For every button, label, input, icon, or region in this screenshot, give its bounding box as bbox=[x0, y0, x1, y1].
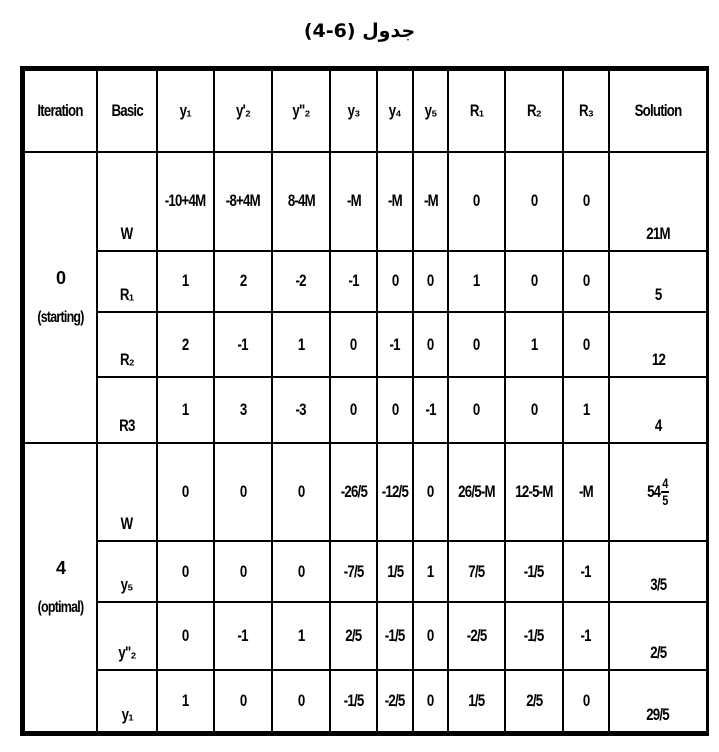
header-y1: y₁ bbox=[157, 70, 214, 152]
table-cell: -M bbox=[377, 152, 413, 251]
table-cell: -1 bbox=[377, 312, 413, 377]
simplex-table bbox=[23, 69, 708, 733]
solution-cell: 4 bbox=[609, 377, 707, 442]
table-cell: 7/5 bbox=[448, 541, 505, 602]
table-cell: -1/5 bbox=[505, 541, 563, 602]
header-basic: Basic bbox=[97, 70, 157, 152]
table-cell: -1 bbox=[563, 602, 609, 669]
table-cell: 2 bbox=[157, 312, 214, 377]
table-cell: -M bbox=[330, 152, 377, 251]
basic-cell: W bbox=[97, 443, 157, 541]
table-cell: 1 bbox=[157, 670, 214, 732]
table-cell: -1 bbox=[330, 251, 377, 312]
solution-cell: 21M bbox=[609, 152, 707, 251]
table-cell: 1 bbox=[413, 541, 448, 602]
iteration-number: 0 bbox=[55, 267, 65, 288]
table-cell: 0 bbox=[413, 443, 448, 541]
table-cell: -M bbox=[413, 152, 448, 251]
table-cell: -1 bbox=[413, 377, 448, 442]
table-row bbox=[24, 670, 707, 732]
table-cell: -10+4M bbox=[157, 152, 214, 251]
table-cell: 0 bbox=[272, 443, 330, 541]
table-row bbox=[24, 377, 707, 442]
header-row bbox=[24, 70, 707, 152]
table-cell: 0 bbox=[505, 152, 563, 251]
table-cell: 0 bbox=[157, 602, 214, 669]
header-iteration: Iteration bbox=[24, 70, 97, 152]
solution-cell: 2/5 bbox=[609, 602, 707, 669]
table-cell: 0 bbox=[413, 251, 448, 312]
table-cell: -1 bbox=[563, 541, 609, 602]
basic-cell: R3 bbox=[97, 377, 157, 442]
iteration-number: 4 bbox=[55, 557, 65, 578]
table-row bbox=[24, 541, 707, 602]
table-cell: 3 bbox=[214, 377, 272, 442]
table-cell: 0 bbox=[214, 670, 272, 732]
table-cell: 0 bbox=[330, 312, 377, 377]
table-cell: 1 bbox=[563, 377, 609, 442]
table-cell: -1 bbox=[214, 602, 272, 669]
table-cell: 1 bbox=[157, 377, 214, 442]
table-cell: 2/5 bbox=[330, 602, 377, 669]
table-row bbox=[24, 312, 707, 377]
table-cell: -M bbox=[563, 443, 609, 541]
table-cell: 0 bbox=[448, 377, 505, 442]
table-cell: 1 bbox=[157, 251, 214, 312]
table-cell: 0 bbox=[563, 251, 609, 312]
table-cell: 0 bbox=[448, 152, 505, 251]
table-cell: 0 bbox=[505, 377, 563, 442]
table-cell: -26/5 bbox=[330, 443, 377, 541]
table-cell: 0 bbox=[413, 312, 448, 377]
table-cell: -3 bbox=[272, 377, 330, 442]
table-cell: -2 bbox=[272, 251, 330, 312]
header-y2-prime: y'₂ bbox=[214, 70, 272, 152]
table-row bbox=[24, 251, 707, 312]
table-cell: -2/5 bbox=[448, 602, 505, 669]
table-cell: 0 bbox=[413, 670, 448, 732]
table-cell: 0 bbox=[157, 541, 214, 602]
header-y3: y₃ bbox=[330, 70, 377, 152]
table-cell: 12-5-M bbox=[505, 443, 563, 541]
table-cell: 0 bbox=[563, 152, 609, 251]
iteration-label: (starting) bbox=[37, 308, 84, 326]
table-cell: 2 bbox=[214, 251, 272, 312]
table-cell: 1/5 bbox=[377, 541, 413, 602]
table-cell: -1/5 bbox=[505, 602, 563, 669]
basic-cell: y₅ bbox=[97, 541, 157, 602]
table-cell: 0 bbox=[413, 602, 448, 669]
header-y2-double-prime: y"₂ bbox=[272, 70, 330, 152]
table-cell: 1 bbox=[448, 251, 505, 312]
table-cell: -1 bbox=[214, 312, 272, 377]
solution-cell bbox=[609, 443, 707, 541]
table-cell: 1 bbox=[272, 312, 330, 377]
table-cell: 0 bbox=[157, 443, 214, 541]
header-r1: R₁ bbox=[448, 70, 505, 152]
table-cell: 0 bbox=[330, 377, 377, 442]
table-cell: 0 bbox=[214, 443, 272, 541]
table-caption: جدول (6-4) bbox=[303, 20, 416, 42]
table-cell: 1 bbox=[272, 602, 330, 669]
basic-cell: W bbox=[97, 152, 157, 251]
table-cell: 8-4M bbox=[272, 152, 330, 251]
table-cell: 0 bbox=[377, 377, 413, 442]
iteration-4-cell bbox=[24, 443, 97, 732]
table-cell: 2/5 bbox=[505, 670, 563, 732]
iteration-label: (optimal) bbox=[37, 598, 84, 616]
table-cell: 0 bbox=[563, 312, 609, 377]
solution-cell: 3/5 bbox=[609, 541, 707, 602]
basic-cell: R₁ bbox=[97, 251, 157, 312]
table-cell: 1 bbox=[505, 312, 563, 377]
table-cell: -12/5 bbox=[377, 443, 413, 541]
table-cell: -7/5 bbox=[330, 541, 377, 602]
mixed-fraction: 54 4 5 bbox=[647, 474, 668, 508]
table-cell: 1/5 bbox=[448, 670, 505, 732]
table-cell: 0 bbox=[214, 541, 272, 602]
table-row bbox=[24, 602, 707, 669]
basic-cell: y₁ bbox=[97, 670, 157, 732]
table-cell: -8+4M bbox=[214, 152, 272, 251]
solution-cell: 5 bbox=[609, 251, 707, 312]
header-y5: y₅ bbox=[413, 70, 448, 152]
header-r2: R₂ bbox=[505, 70, 563, 152]
table-cell: 0 bbox=[448, 312, 505, 377]
table-cell: 0 bbox=[272, 670, 330, 732]
solution-cell: 12 bbox=[609, 312, 707, 377]
table-cell: -1/5 bbox=[377, 602, 413, 669]
header-y4: y₄ bbox=[377, 70, 413, 152]
table-cell: 0 bbox=[505, 251, 563, 312]
table-cell: -1/5 bbox=[330, 670, 377, 732]
iteration-0-cell bbox=[24, 152, 97, 443]
table-cell: 0 bbox=[377, 251, 413, 312]
table-row bbox=[24, 443, 707, 541]
solution-cell: 29/5 bbox=[609, 670, 707, 732]
table-cell: 0 bbox=[563, 670, 609, 732]
header-solution: Solution bbox=[609, 70, 707, 152]
table-cell: 26/5-M bbox=[448, 443, 505, 541]
basic-cell: R₂ bbox=[97, 312, 157, 377]
header-r3: R₃ bbox=[563, 70, 609, 152]
basic-cell: y"₂ bbox=[97, 602, 157, 669]
table-cell: -2/5 bbox=[377, 670, 413, 732]
table-row bbox=[24, 152, 707, 251]
table-cell: 0 bbox=[272, 541, 330, 602]
